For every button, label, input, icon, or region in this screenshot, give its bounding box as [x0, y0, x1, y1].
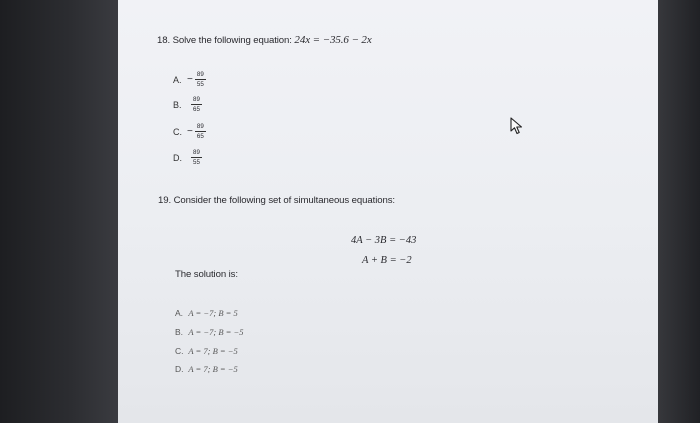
q18-heading: [157, 34, 372, 46]
option-letter: B.: [173, 99, 182, 110]
q19-option-b[interactable]: [175, 327, 244, 337]
fraction: [191, 149, 202, 166]
monitor-bezel-left: [0, 0, 118, 423]
fraction: [195, 71, 206, 88]
numerator: 89: [193, 149, 200, 156]
q19-equation-2: A + B = −2: [362, 255, 412, 266]
option-sign: −: [187, 74, 193, 85]
option-sign: −: [187, 126, 193, 137]
denominator: 65: [193, 106, 200, 113]
q18-equation: 24x = −35.6 − 2x: [294, 34, 372, 46]
q19-solution-label: The solution is:: [175, 269, 238, 280]
option-text: A = 7; B = −5: [188, 364, 238, 374]
q18-option-a[interactable]: [173, 71, 206, 88]
numerator: 89: [196, 123, 204, 130]
option-letter: D.: [173, 152, 182, 163]
q19-equation-1: 4A − 3B = −43: [351, 235, 417, 246]
option-letter: D.: [175, 364, 184, 374]
option-letter: C.: [173, 126, 182, 137]
numerator: 89: [196, 71, 204, 78]
option-text: A = −7; B = −5: [188, 327, 244, 337]
q19-option-c[interactable]: [175, 346, 238, 356]
denominator: 55: [196, 81, 204, 88]
denominator: 65: [196, 133, 204, 140]
fraction: [195, 123, 206, 140]
option-text: A = −7; B = 5: [188, 308, 238, 318]
option-letter: A.: [175, 308, 184, 318]
denominator: 55: [193, 159, 200, 166]
arrow-cursor-icon: [510, 117, 524, 140]
option-letter: A.: [173, 74, 182, 85]
q19-option-d[interactable]: [175, 364, 238, 374]
q19-prompt: 19. Consider the following set of simultaneous equations:: [158, 195, 395, 206]
fraction: [191, 96, 202, 113]
option-text: A = 7; B = −5: [188, 346, 238, 356]
q18-option-b[interactable]: [173, 96, 202, 113]
option-letter: B.: [175, 327, 184, 337]
numerator: 89: [193, 96, 200, 103]
quiz-page: [118, 0, 658, 423]
q19-option-a[interactable]: [175, 308, 238, 318]
q18-option-d[interactable]: [173, 149, 202, 166]
q18-prompt: 18. Solve the following equation:: [157, 35, 292, 46]
q18-option-c[interactable]: [173, 123, 206, 140]
option-letter: C.: [175, 346, 184, 356]
